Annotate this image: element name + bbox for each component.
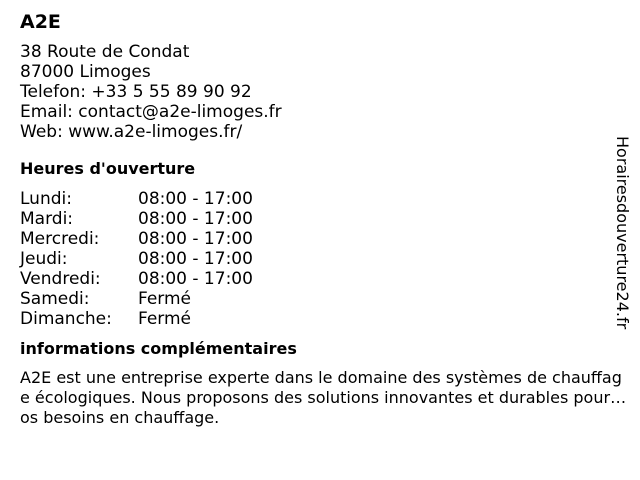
hours-time: Fermé: [138, 289, 192, 309]
hours-day: Vendredi:: [20, 269, 101, 289]
hours-row-mercredi: [20, 229, 628, 249]
email-line: Email: contact@a2e-limoges.fr: [20, 102, 282, 122]
web-line: Web: www.a2e-limoges.fr/: [20, 122, 243, 142]
hours-day: Lundi:: [20, 189, 72, 209]
hours-row-jeudi: [20, 249, 628, 269]
hours-day: Jeudi:: [20, 249, 68, 269]
address-line1: 38 Route de Condat: [20, 42, 190, 62]
hours-time: 08:00 - 17:00: [138, 249, 253, 269]
hours-time: 08:00 - 17:00: [138, 189, 253, 209]
hours-day: Mardi:: [20, 209, 74, 229]
address-line2: 87000 Limoges: [20, 62, 151, 82]
phone-line: Telefon: +33 5 55 89 90 92: [20, 82, 252, 102]
business-name: A2E: [20, 11, 61, 33]
side-brand-label: Horairesdouverture24.fr: [613, 136, 632, 330]
hours-day: Dimanche:: [20, 309, 112, 329]
hours-row-vendredi: [20, 269, 628, 289]
info-heading: informations complémentaires: [20, 339, 297, 358]
hours-time: 08:00 - 17:00: [138, 269, 253, 289]
hours-day: Samedi:: [20, 289, 90, 309]
hours-day: Mercredi:: [20, 229, 100, 249]
hours-time: 08:00 - 17:00: [138, 229, 253, 249]
hours-row-samedi: [20, 289, 628, 309]
hours-heading: Heures d'ouverture: [20, 159, 196, 178]
hours-row-lundi: [20, 189, 628, 209]
info-description: A2E est une entreprise experte dans le domaine des systèmes de chauffage écologiques. Nous proposons des solutions innovantes et durables pour vos besoins en chauffage.: [20, 368, 625, 427]
hours-time: Fermé: [138, 309, 192, 329]
contact-block: [20, 42, 628, 142]
business-card: [20, 8, 628, 427]
hours-table: [20, 189, 628, 329]
hours-row-dimanche: [20, 309, 628, 329]
hours-time: 08:00 - 17:00: [138, 209, 253, 229]
hours-row-mardi: [20, 209, 628, 229]
